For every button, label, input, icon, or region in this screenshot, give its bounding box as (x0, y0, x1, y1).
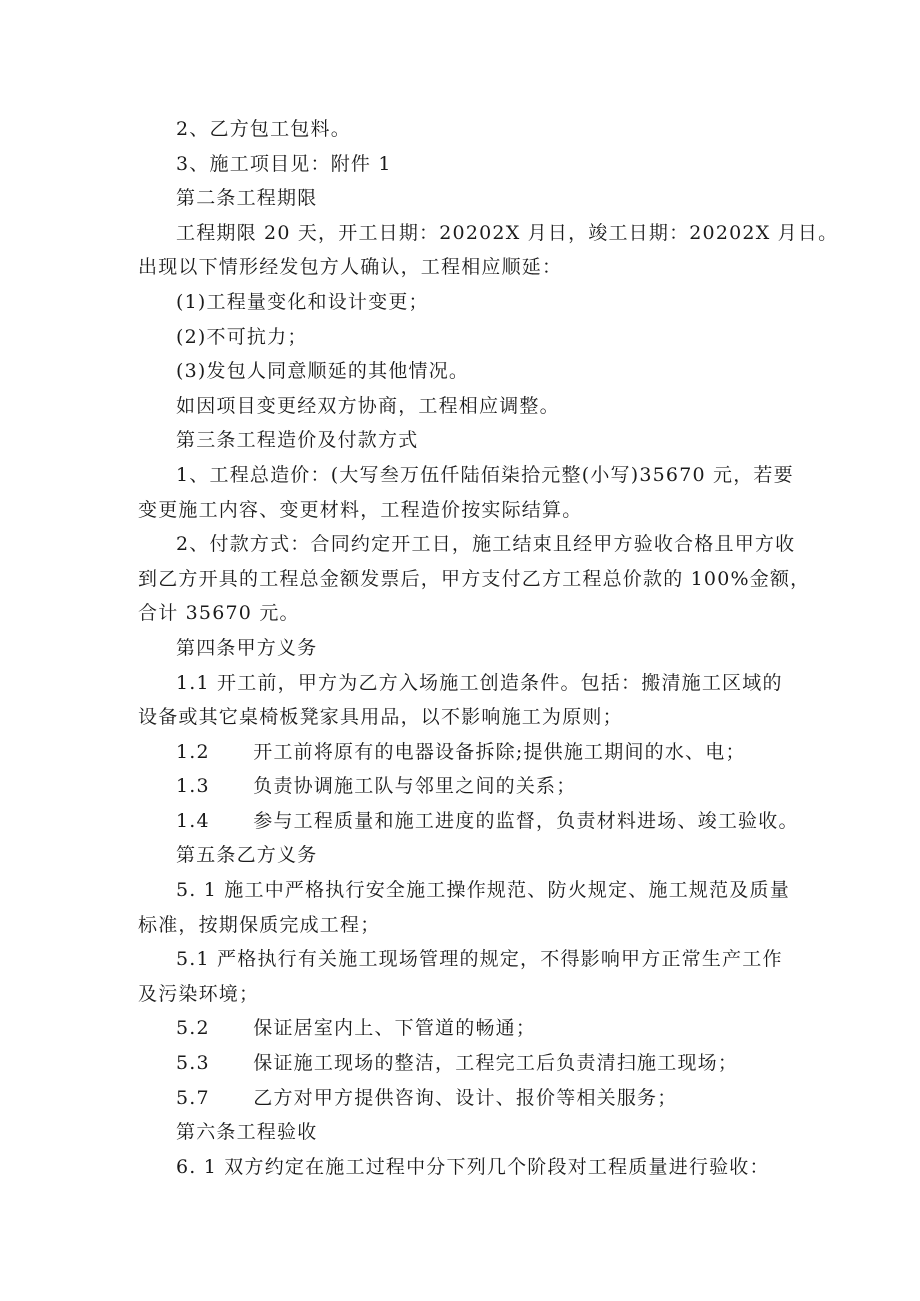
text-line: 出现以下情形经发包方人确认，工程相应顺延： (138, 256, 563, 279)
text-line: 标准，按期保质完成工程； (138, 913, 381, 936)
text-line: 5.2 保证居室内上、下管道的畅通； (176, 1017, 537, 1040)
text-line: 3、施工项目见：附件 1 (176, 152, 392, 175)
text-line: 5.3 保证施工现场的整洁，工程完工后负责清扫施工现场； (176, 1052, 739, 1075)
text-line: 变更施工内容、变更材料，工程造价按实际结算。 (138, 498, 583, 521)
text-line: 2、付款方式：合同约定开工日，施工结束且经甲方验收合格且甲方收 (176, 533, 796, 556)
text-line: 1、工程总造价：(大写叁万伍仟陆佰柒拾元整(小写)35670 元，若要 (176, 463, 794, 486)
text-line: (1)工程量变化和设计变更； (176, 290, 429, 313)
text-line: 2、乙方包工包料。 (176, 118, 351, 140)
text-line: 及污染环境； (138, 982, 260, 1005)
text-line: 5. 1 施工中严格执行安全施工操作规范、防火规定、施工规范及质量 (176, 879, 790, 902)
text-line: (2)不可抗力； (176, 325, 308, 348)
document-body (138, 112, 839, 1184)
text-line: 5.7 乙方对甲方提供咨询、设计、报价等相关服务； (176, 1086, 678, 1109)
text-line: 第六条工程验收 (176, 1121, 318, 1144)
text-line: 第四条甲方义务 (176, 636, 318, 659)
text-line: 5.1 严格执行有关施工现场管理的规定，不得影响甲方正常生产工作 (176, 948, 783, 971)
text-line: 第二条工程期限 (176, 187, 318, 210)
text-line: 第三条工程造价及付款方式 (176, 429, 419, 452)
text-line: 如因项目变更经双方协商，工程相应调整。 (176, 394, 560, 417)
text-line: 工程期限 20 天，开工日期：20202X 月日，竣工日期：20202X 月日。 (176, 221, 839, 244)
text-line: 到乙方开具的工程总金额发票后，甲方支付乙方工程总价款的 100%金额， (138, 567, 811, 590)
text-line: 第五条乙方义务 (176, 844, 318, 867)
text-line: 6. 1 双方约定在施工过程中分下列几个阶段对工程质量进行验收： (176, 1155, 770, 1178)
text-line: 1.4 参与工程质量和施工进度的监督，负责材料进场、竣工验收。 (176, 809, 799, 832)
text-line: 1.1 开工前，甲方为乙方入场施工创造条件。包括：搬清施工区域的 (176, 671, 783, 694)
text-line: 1.2 开工前将原有的电器设备拆除;提供施工期间的水、电； (176, 740, 746, 763)
text-line: 1.3 负责协调施工队与邻里之间的关系； (176, 775, 577, 798)
text-line: 设备或其它桌椅板凳家具用品，以不影响施工为原则； (138, 706, 623, 729)
text-line: 合计 35670 元。 (138, 602, 300, 625)
text-line: (3)发包人同意顺延的其他情况。 (176, 360, 470, 383)
